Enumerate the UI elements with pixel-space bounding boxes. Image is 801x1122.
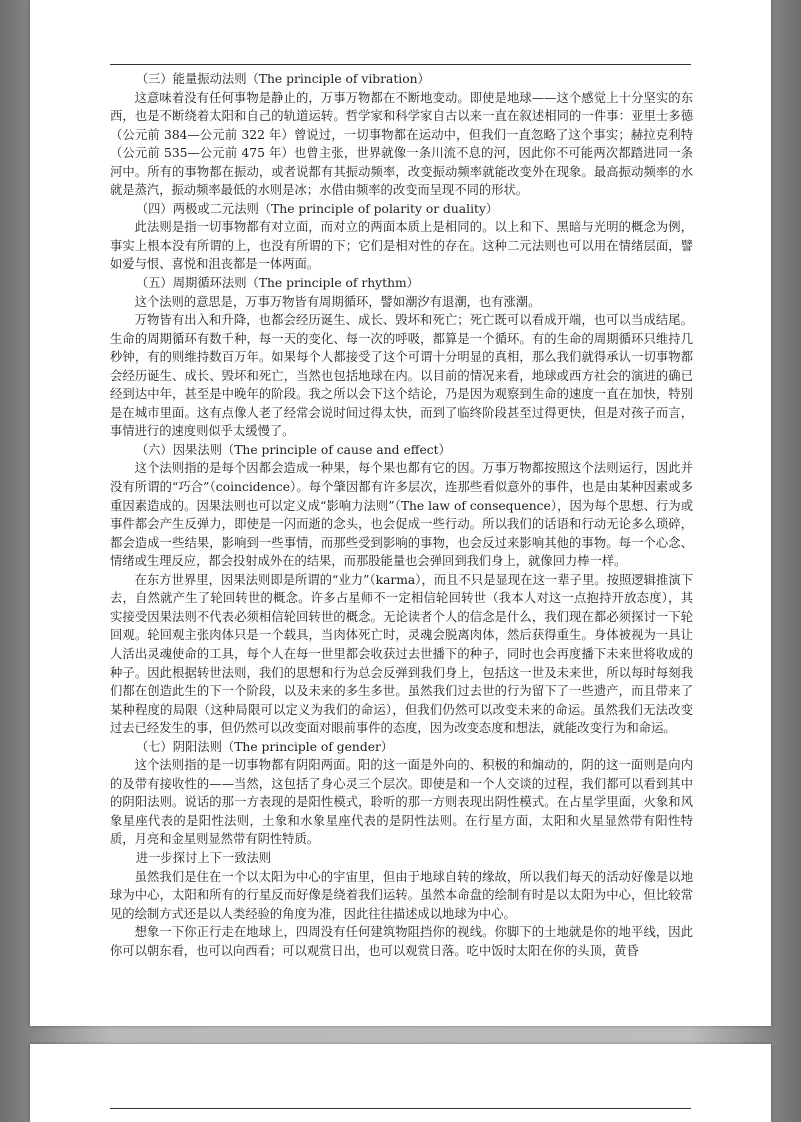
section-heading-as-above: 进一步探讨上下一致法则 — [135, 850, 272, 865]
page-body — [110, 70, 693, 960]
section-heading-gender: （七）阴阳法则（The principle of gender） — [135, 739, 394, 754]
paragraph: 万物皆有出入和升降，也都会经历诞生、成长、毁坏和死亡；死亡既可以看成开端，也可以当成结尾。生命的周期循环有数千种，每一天的变化、每一次的呼吸，都算是一个循环。有的生命的周期循环只维持几秒钟，有的则维持数百万年。如果每个人都接受了这个可谓十分明显的真相，那么我们就得承认一切事物都会经历诞生、成长、毁坏和死亡，当然也包括地球在内。以目前的情况来看，地球或西方社会的演进的确已经到达中年，甚至是中晚年的阶段。我之所以会下这个结论，乃是因为观察到生命的速度一直在加快，特别是在城市里面。这有点像人老了经常会说时间过得太快，而到了临终阶段甚至过得更快，但是对孩子而言，事情进行的速度则似乎太缓慢了。 — [110, 313, 693, 439]
section-heading-vibration: （三）能量振动法则（The principle of vibration） — [135, 72, 430, 86]
document-page — [30, 0, 771, 1026]
paragraph: 这意味着没有任何事物是静止的，万事万物都在不断地变动。即使是地球——这个感觉上十分坚实的东西，也是不断绕着太阳和自己的轨道运转。哲学家和科学家自古以来一直在叙述相同的一件事：亚里士多德（公元前 384—公元前 322 年）曾说过，一切事物都在运动中，但我们一直忽略了这个事实；赫拉克利特（公元前 535—公元前 475 年）也曾主张，世界就像一条川流不息的河，因此你不可能两次都踏进同一条河中。所有的事物都在振动，或者说都有其振动频率，改变振动频率就能改变外在现象。最高振动频率的水就是蒸汽，振动频率最低的水则是冰；水借由频率的改变而呈现不同的形状。 — [110, 90, 693, 198]
paragraph: 这个法则的意思是，万事万物皆有周期循环，譬如潮汐有退潮，也有涨潮。 — [134, 294, 541, 309]
section-heading-rhythm: （五）周期循环法则（The principle of rhythm） — [135, 276, 419, 291]
paragraph: 在东方世界里，因果法则即是所谓的“业力”（karma），而且不只是显现在这一辈子里。按照逻辑推演下去，自然就产生了轮回转世的概念。许多占星师不一定相信轮回转世（我本人对这一点抱持开放态度），其实接受因果法则不代表必须相信轮回转世的概念。无论读者个人的信念是什么，我们现在都必须探讨一下轮回观。轮回观主张肉体只是一个载具，当肉体死亡时，灵魂会脱离肉体，然后获得重生。身体被视为一具让人活出灵魂使命的工具，每个人在每一世里都会收获过去世播下的种子，同时也会再度播下未来世将收成的种子。因此根据转世法则，我们的思想和行为总会反弹到我们身上，包括这一世及未来世，所以每时每刻我们都在创造此生的下一个阶段，以及未来的多生多世。虽然我们过去世的行为留下了一些遗产，而且带来了某种程度的局限（这种局限可以定义为我们的命运），但我们仍然可以改变未来的命运。虽然我们无法改变过去已经发生的事，但仍然可以改变面对眼前事件的态度，因为改变态度和想法，就能改变行为和命运。 — [110, 572, 693, 736]
paragraph: 这个法则指的是一切事物都有阴阳两面。阳的这一面是外向的、积极的和煽动的，阴的这一面则是向内的及带有接收性的——当然，这包括了身心灵三个层次。即使是和一个人交谈的过程，我们都可以看到其中的阴阳法则。说话的那一方表现的是阳性模式，聆听的那一方则表现出阴性模式。在占星学里面，火象和风象星座代表的是阳性法则，土象和水象星座代表的是阴性法则。在行星方面，太阳和火星显然带有阳性特质，月亮和金星则显然带有阴性特质。 — [110, 758, 693, 847]
header-rule — [110, 1108, 691, 1109]
header-rule — [110, 64, 691, 65]
paragraph: 想象一下你正行走在地球上，四周没有任何建筑物阻挡你的视线。你脚下的土地就是你的地平线，因此你可以朝东看，也可以向西看；可以观赏日出，也可以观赏日落。吃中饭时太阳在你的头顶，黄昏 — [110, 925, 693, 958]
paragraph: 此法则是指一切事物都有对立面，而对立的两面本质上是相同的。以上和下、黑暗与光明的概念为例，事实上根本没有所谓的上，也没有所谓的下；它们是相对性的存在。这种二元法则也可以用在情绪层面，譬如爱与恨、喜悦和沮丧都是一体两面。 — [110, 220, 693, 272]
next-document-page — [30, 1044, 771, 1122]
section-heading-polarity: （四）两极或二元法则（The principle of polarity or duality） — [135, 201, 499, 216]
section-heading-cause-effect: （六）因果法则（The principle of cause and effect） — [135, 442, 451, 457]
paragraph: 这个法则指的是每个因都会造成一种果，每个果也都有它的因。万事万物都按照这个法则运行，因此并没有所谓的“巧合”（coincidence）。每个肇因都有许多层次，连那些看似意外的事件，也是由某种因素或多重因素造成的。因果法则也可以定义成“影响力法则”（The law of consequence），因为每个思想、行为或事件都会产生反弹力，即使是一闪而逝的念头，也会促成一些行动。所以我们的话语和行动无论多么琐碎，都会造成一些结果，影响到一些事情，而那些受到影响的事物，也会反过来影响其他的事物。每一个心念、情绪或生理反应，都会投射成外在的结果，而那股能量也会弹回到我们身上，就像回力棒一样。 — [110, 461, 693, 569]
paragraph: 虽然我们是住在一个以太阳为中心的宇宙里，但由于地球自转的缘故，所以我们每天的活动好像是以地球为中心，太阳和所有的行星反而好像是绕着我们运转。虽然本命盘的绘制有时是以太阳为中心，但比较常见的绘制方式还是以人类经验的角度为准，因此往往描述成以地球为中心。 — [110, 869, 693, 921]
